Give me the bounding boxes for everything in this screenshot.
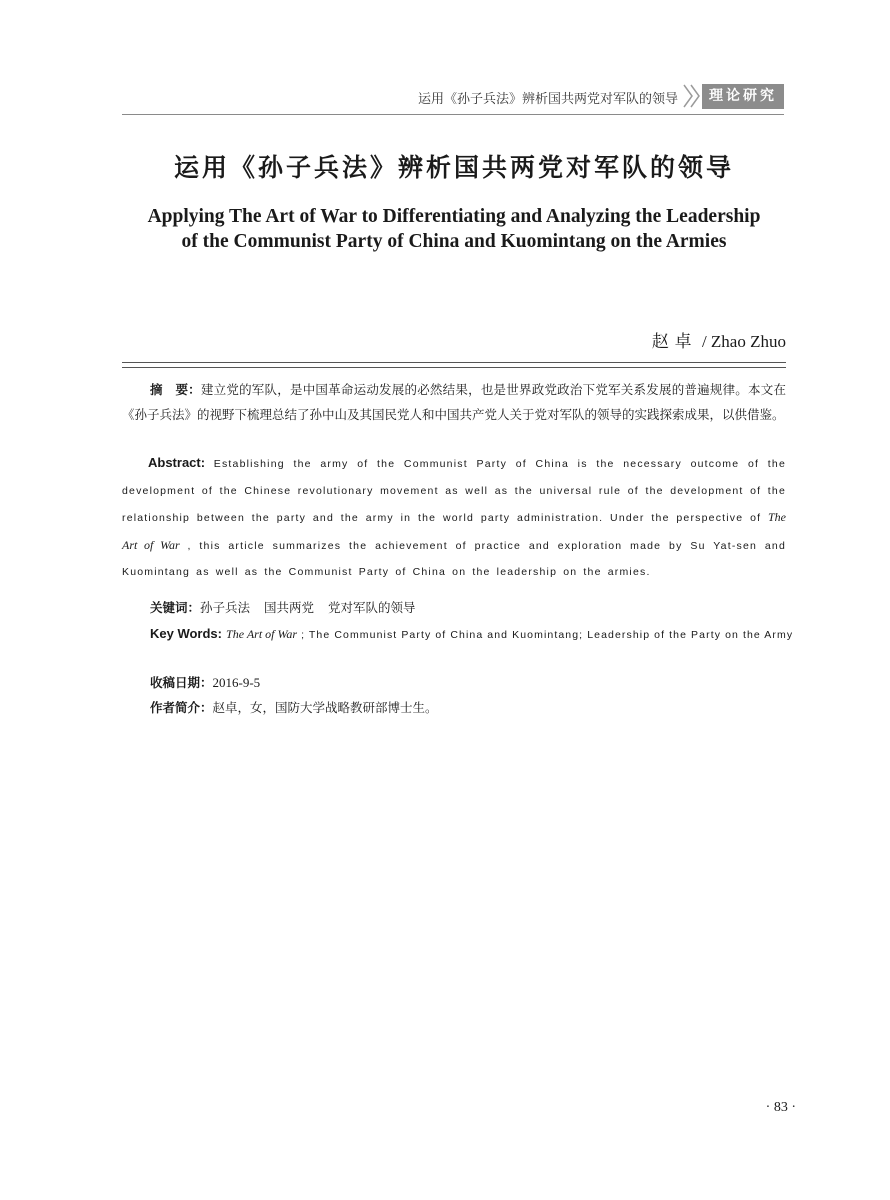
- keywords-en-label: Key Words:: [150, 626, 222, 641]
- author-name-cn: 赵卓: [651, 332, 698, 352]
- abstract-en-text-1: Establishing the army of the Communist Party of China is the necessary outcome of the development of the Chinese revolutionary movement as well as the universal rule of the development of the relationship between the party and the army in the world party administration. Under the perspective of: [122, 458, 786, 524]
- received-value: 2016-9-5: [212, 675, 261, 690]
- keywords-cn: [150, 598, 416, 618]
- received-date: [150, 673, 260, 693]
- bio-label: 作者简介：: [150, 700, 213, 715]
- abstract-en-italic-title: The Art of War: [122, 510, 786, 552]
- bio-value: 赵卓，女，国防大学战略教研部博士生。: [212, 700, 438, 715]
- keyword-cn-3: 党对军队的领导: [328, 600, 416, 615]
- abstract-cn-label: 摘 要：: [150, 382, 201, 397]
- divider-rule-top: [122, 362, 786, 363]
- keyword-cn-2: 国共两党: [264, 600, 315, 615]
- received-label: 收稿日期：: [150, 675, 213, 690]
- running-title: 运用《孙子兵法》辨析国共两党对军队的领导: [417, 92, 678, 107]
- page-number: · 83 ·: [765, 1100, 796, 1115]
- article-title-en-line1: Applying The Art of War to Differentiating and Analyzing the Leadership: [147, 206, 761, 227]
- abstract-en-text-2: , this article summarizes the achievement of practice and exploration made by Su Yat-sen and Kuomintang as well as the Communist Party of China on the leadership on the armies.: [122, 539, 787, 578]
- abstract-cn-text: 建立党的军队，是中国革命运动发展的必然结果，也是世界政党政治下党军关系发展的普遍规律。本文在《孙子兵法》的视野下梳理总结了孙中山及其国民党人和中国共产党人关于党对军队的领导的实践探索成果，以供借鉴。: [122, 382, 786, 422]
- author-bio: [150, 698, 438, 718]
- double-chevron-icon: [682, 83, 702, 109]
- running-header: [122, 82, 784, 115]
- keywords-en-rest: ; The Communist Party of China and Kuomintang; Leadership of the Party on the Army: [297, 629, 794, 641]
- article-title-en-line2: of the Communist Party of China and Kuomintang on the Armies: [181, 231, 727, 252]
- keywords-en: [150, 624, 793, 645]
- divider-rule-bottom: [122, 367, 786, 368]
- author-line: [652, 327, 786, 352]
- abstract-en: [122, 450, 786, 586]
- abstract-en-label: Abstract:: [148, 455, 206, 470]
- author-separator: /: [697, 332, 711, 351]
- abstract-cn: [122, 378, 786, 427]
- author-name-en: Zhao Zhuo: [710, 332, 786, 351]
- keyword-cn-1: 孙子兵法: [200, 600, 251, 615]
- section-badge: 理论研究: [702, 84, 784, 109]
- article-title-en: [112, 204, 796, 254]
- article-title-cn: 运用《孙子兵法》辨析国共两党对军队的领导: [173, 153, 734, 182]
- keywords-en-italic-title: The Art of War: [226, 627, 298, 641]
- keywords-cn-label: 关键词：: [150, 600, 201, 615]
